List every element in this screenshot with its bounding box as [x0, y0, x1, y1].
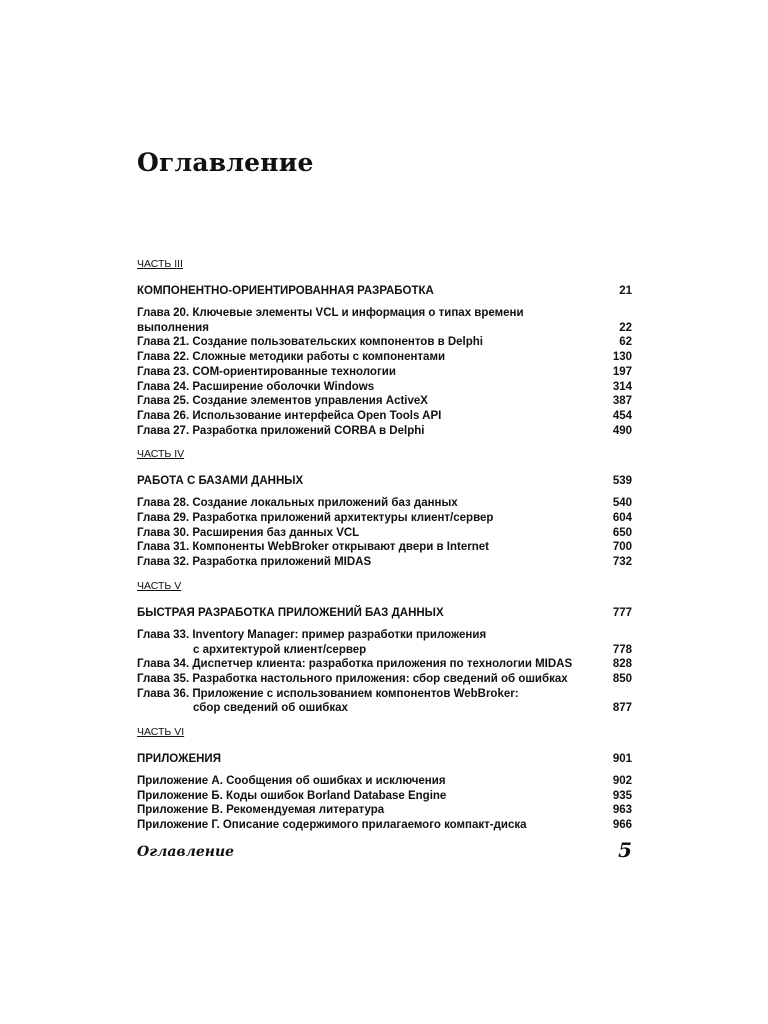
part-label: ЧАСТЬ IV: [137, 448, 185, 461]
toc-entry-text: [137, 818, 592, 833]
toc-part: [137, 580, 632, 716]
toc-entry-page-number: 850: [612, 672, 632, 685]
part-label: ЧАСТЬ VI: [137, 726, 185, 739]
toc-entry-page-number: 700: [612, 541, 632, 554]
toc-entry-page-number: 62: [619, 336, 632, 349]
toc-entry: [137, 365, 632, 380]
toc-entry: [137, 409, 632, 424]
toc-entry-title: Глава 20. Ключевые элементы VCL и информация о типах времени выполнения: [137, 307, 524, 334]
toc-entry-text: [137, 789, 592, 804]
page-number: 5: [618, 838, 632, 862]
toc-entry-title: Приложение Г. Описание содержимого прилагаемого компакт-диска: [137, 819, 527, 832]
toc-entry-text: [137, 526, 592, 541]
toc-entry-title: Глава 29. Разработка приложений архитектуры клиент/сервер: [137, 512, 494, 525]
toc-entry-page-number: 828: [612, 658, 632, 671]
toc-entry-title: Глава 34. Диспетчер клиента: разработка приложения по технологии MIDAS: [137, 658, 573, 671]
toc-entry-text: [137, 350, 592, 365]
part-title: РАБОТА С БАЗАМИ ДАННЫХ: [137, 475, 304, 488]
toc-entry-title: Глава 30. Расширения баз данных VCL: [137, 526, 360, 539]
part-title: ПРИЛОЖЕНИЯ: [137, 753, 221, 766]
toc-entry-page-number: 902: [612, 775, 632, 788]
toc-entry-page-number: 935: [612, 789, 632, 802]
toc-entry-text: [137, 657, 592, 672]
toc-entry: [137, 306, 632, 335]
toc-entry: [137, 380, 632, 395]
part-title: БЫСТРАЯ РАЗРАБОТКА ПРИЛОЖЕНИЙ БАЗ ДАННЫХ: [137, 606, 444, 619]
part-title: КОМПОНЕНТНО-ОРИЕНТИРОВАННАЯ РАЗРАБОТКА: [137, 285, 434, 297]
part-page-number: 539: [612, 475, 632, 488]
toc-entry-page-number: 387: [612, 395, 632, 408]
toc-entry-page-number: 604: [612, 512, 632, 525]
toc-entry: [137, 628, 632, 657]
toc-entry-title: Глава 21. Создание пользовательских компонентов в Delphi: [137, 336, 483, 349]
toc-entry: [137, 511, 632, 526]
toc-part: [137, 726, 632, 833]
toc-entry-title: Глава 35. Разработка настольного приложения: сбор сведений об ошибках: [137, 672, 568, 685]
toc-entry-page-number: 877: [612, 702, 632, 715]
toc-entry: [137, 687, 632, 716]
toc-entry-text: [137, 687, 592, 716]
toc-entry-text: [137, 672, 592, 687]
toc-entry-page-number: 540: [612, 497, 632, 510]
part-title-row: [137, 606, 632, 620]
toc-entry-text: [137, 540, 592, 555]
toc-entry-title: Глава 25. Создание элементов управления ActiveX: [137, 395, 428, 408]
toc-entry-text: [137, 774, 592, 789]
toc-entry: [137, 657, 632, 672]
toc-part: [137, 448, 632, 570]
toc-entry-title: Приложение Б. Коды ошибок Borland Database Engine: [137, 789, 447, 802]
toc-entry: [137, 774, 632, 789]
toc-entry: [137, 424, 632, 439]
toc-entry-page-number: 22: [619, 321, 632, 334]
toc-entry-page-number: 966: [612, 819, 632, 832]
toc-entry-continuation: сбор сведений об ошибках: [193, 702, 348, 715]
toc-entry-title: Глава 28. Создание локальных приложений баз данных: [137, 497, 458, 510]
toc-entry: [137, 789, 632, 804]
toc-entry-title: Глава 22. Сложные методики работы с компонентами: [137, 351, 446, 364]
toc-entry-text: [137, 424, 592, 439]
toc-entry-text: [137, 628, 592, 657]
toc-entry-page-number: 963: [612, 804, 632, 817]
part-title-row: [137, 284, 632, 298]
toc-entry-continuation: с архитектурой клиент/сервер: [193, 643, 367, 656]
toc-entry-text: [137, 496, 592, 511]
toc-entry-title: Приложение В. Рекомендуемая литература: [137, 804, 385, 817]
toc-entry-title: Глава 24. Расширение оболочки Windows: [137, 380, 375, 393]
toc-entry: [137, 818, 632, 833]
toc-entry-text: [137, 511, 592, 526]
toc-entry-title: Глава 27. Разработка приложений CORBA в Delphi: [137, 424, 425, 437]
toc-entry: [137, 496, 632, 511]
toc-entry-text: [137, 380, 592, 395]
toc-entry-text: [137, 306, 592, 335]
page-title: Оглавление: [137, 148, 314, 177]
toc-entry-title: Приложение А. Сообщения об ошибках и исключения: [137, 775, 446, 788]
toc-entry-text: [137, 803, 592, 818]
toc-entry-page-number: 197: [612, 365, 632, 378]
toc-entry-text: [137, 365, 592, 380]
toc-entry: [137, 672, 632, 687]
toc-entry: [137, 350, 632, 365]
toc-entry: [137, 803, 632, 818]
toc-entry-text: [137, 555, 592, 570]
part-page-number: 901: [612, 753, 632, 766]
toc-entry-title: Глава 33. Inventory Manager: пример разработки приложения: [137, 628, 487, 641]
part-title-row: [137, 752, 632, 766]
toc-entry-page-number: 314: [612, 380, 632, 393]
toc-entry-page-number: 454: [612, 409, 632, 422]
part-page-number: 777: [612, 606, 632, 619]
running-footer-title: Оглавление: [137, 844, 235, 860]
toc-entry: [137, 526, 632, 541]
toc-entry-title: Глава 23. COM-ориентированные технологии: [137, 365, 396, 378]
toc-entry-title: Глава 32. Разработка приложений MIDAS: [137, 556, 372, 569]
toc-entry-text: [137, 335, 592, 350]
part-label: ЧАСТЬ V: [137, 579, 182, 592]
toc-entry-title: Глава 36. Приложение с использованием компонентов WebBroker:: [137, 687, 519, 700]
toc-entry-title: Глава 26. Использование интерфейса Open Tools API: [137, 409, 442, 422]
toc-entry: [137, 394, 632, 409]
toc-entry-page-number: 650: [612, 526, 632, 539]
part-title-row: [137, 474, 632, 488]
toc-entry-page-number: 778: [612, 643, 632, 656]
part-page-number: 21: [619, 285, 632, 297]
toc-entry-text: [137, 409, 592, 424]
toc-entry-text: [137, 394, 592, 409]
toc-entry: [137, 335, 632, 350]
toc-entry: [137, 540, 632, 555]
toc-entry-title: Глава 31. Компоненты WebBroker открывают двери в Internet: [137, 541, 489, 554]
toc-entry-page-number: 732: [612, 556, 632, 569]
table-of-contents: [137, 258, 632, 843]
toc-part: [137, 258, 632, 438]
toc-entry-page-number: 130: [612, 351, 632, 364]
toc-entry-page-number: 490: [612, 424, 632, 437]
toc-entry: [137, 555, 632, 570]
part-label: ЧАСТЬ III: [137, 258, 183, 270]
